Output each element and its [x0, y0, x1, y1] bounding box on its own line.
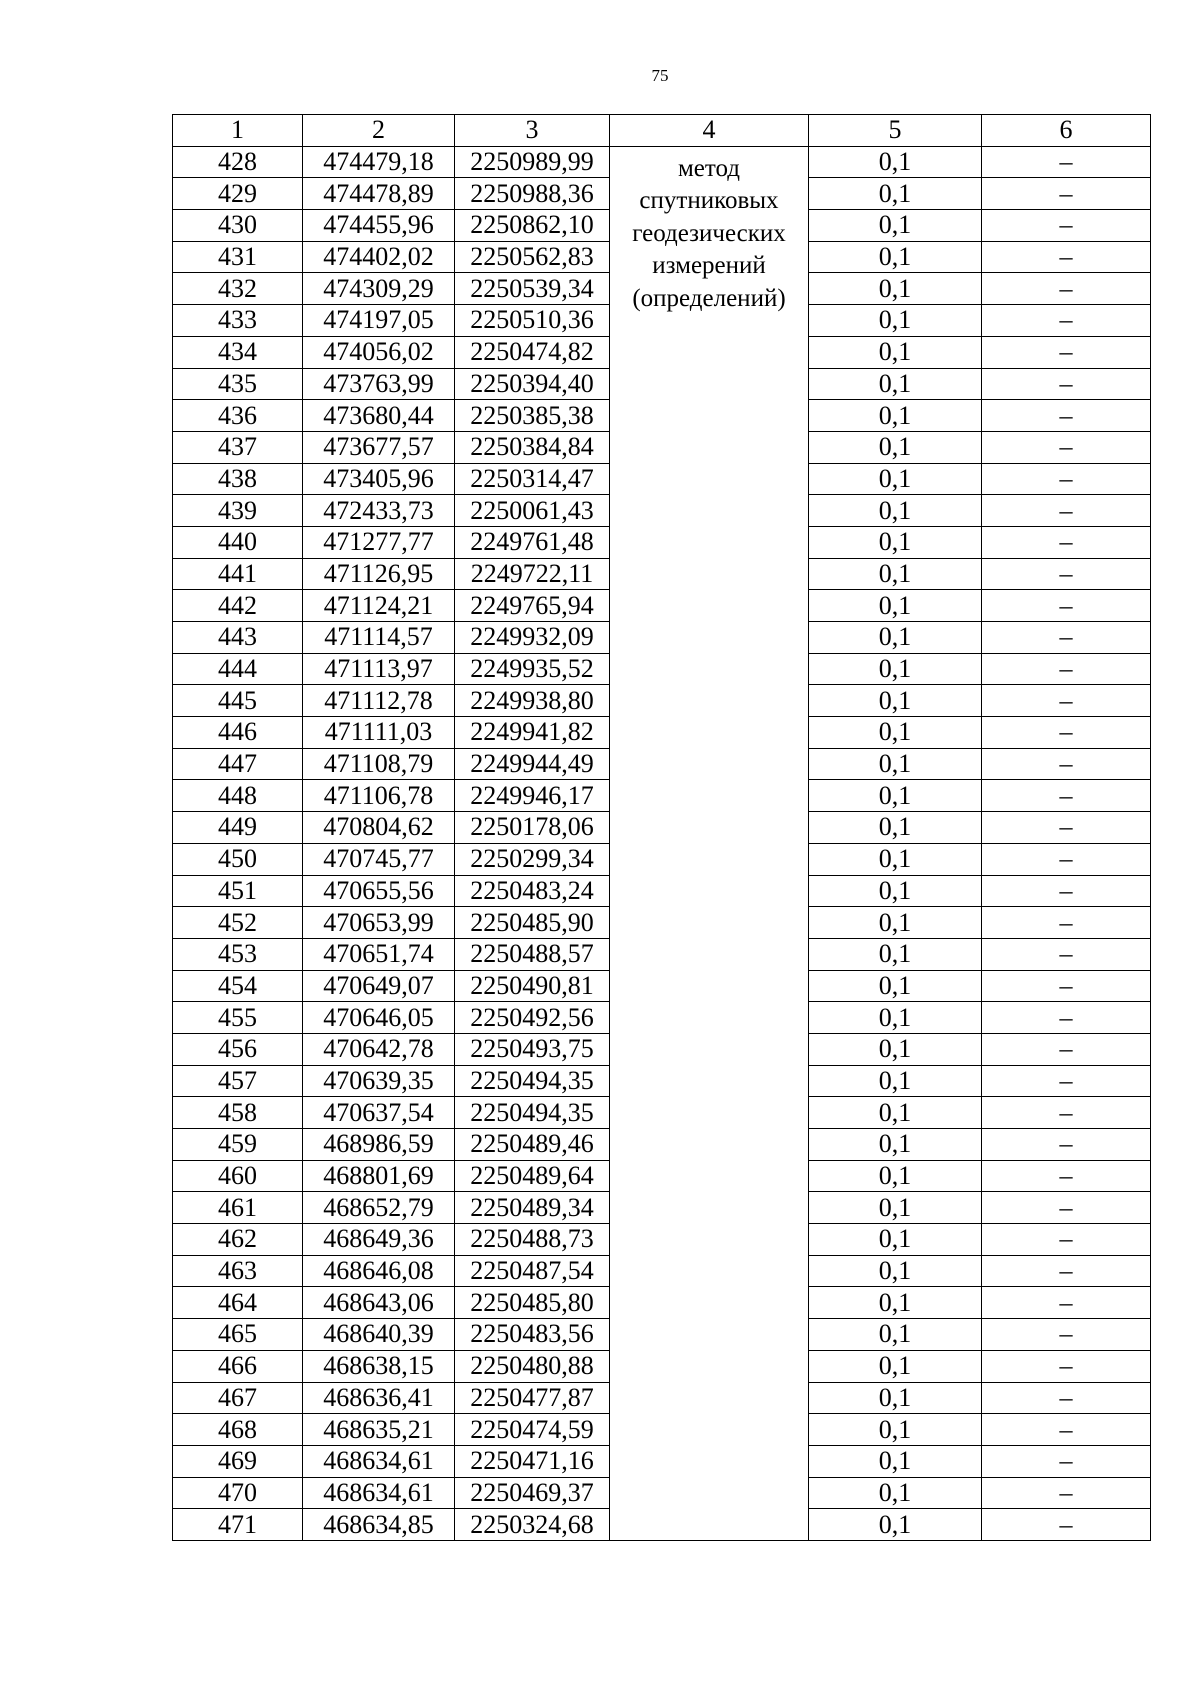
y-coordinate-cell: 2250471,16 [455, 1445, 610, 1477]
x-coordinate-cell: 473680,44 [303, 400, 455, 432]
description-cell: – [982, 1350, 1151, 1382]
y-coordinate-cell: 2250480,88 [455, 1350, 610, 1382]
x-coordinate-cell: 468634,61 [303, 1477, 455, 1509]
x-coordinate-cell: 470651,74 [303, 938, 455, 970]
y-coordinate-cell: 2250489,46 [455, 1129, 610, 1161]
accuracy-cell: 0,1 [809, 1445, 982, 1477]
x-coordinate-cell: 468636,41 [303, 1382, 455, 1414]
description-cell: – [982, 273, 1151, 305]
accuracy-cell: 0,1 [809, 558, 982, 590]
point-number-cell: 438 [173, 463, 303, 495]
description-cell: – [982, 1065, 1151, 1097]
x-coordinate-cell: 468986,59 [303, 1129, 455, 1161]
accuracy-cell: 0,1 [809, 210, 982, 242]
description-cell: – [982, 1414, 1151, 1446]
description-cell: – [982, 305, 1151, 337]
x-coordinate-cell: 474478,89 [303, 178, 455, 210]
description-cell: – [982, 590, 1151, 622]
y-coordinate-cell: 2250299,34 [455, 843, 610, 875]
y-coordinate-cell: 2250488,73 [455, 1224, 610, 1256]
point-number-cell: 462 [173, 1224, 303, 1256]
point-number-cell: 450 [173, 843, 303, 875]
table-header [173, 115, 1151, 147]
x-coordinate-cell: 471277,77 [303, 526, 455, 558]
point-number-cell: 469 [173, 1445, 303, 1477]
description-cell: – [982, 653, 1151, 685]
x-coordinate-cell: 468646,08 [303, 1255, 455, 1287]
point-number-cell: 431 [173, 241, 303, 273]
accuracy-cell: 0,1 [809, 907, 982, 939]
accuracy-cell: 0,1 [809, 1129, 982, 1161]
point-number-cell: 444 [173, 653, 303, 685]
point-number-cell: 439 [173, 495, 303, 527]
description-cell: – [982, 400, 1151, 432]
accuracy-cell: 0,1 [809, 938, 982, 970]
accuracy-cell: 0,1 [809, 717, 982, 749]
description-cell: – [982, 622, 1151, 654]
accuracy-cell: 0,1 [809, 1192, 982, 1224]
point-number-cell: 430 [173, 210, 303, 242]
x-coordinate-cell: 470655,56 [303, 875, 455, 907]
description-cell: – [982, 938, 1151, 970]
point-number-cell: 429 [173, 178, 303, 210]
point-number-cell: 448 [173, 780, 303, 812]
y-coordinate-cell: 2250385,38 [455, 400, 610, 432]
accuracy-cell: 0,1 [809, 1477, 982, 1509]
description-cell: – [982, 368, 1151, 400]
x-coordinate-cell: 470804,62 [303, 812, 455, 844]
y-coordinate-cell: 2250485,80 [455, 1287, 610, 1319]
accuracy-cell: 0,1 [809, 1002, 982, 1034]
accuracy-cell: 0,1 [809, 273, 982, 305]
y-coordinate-cell: 2250562,83 [455, 241, 610, 273]
column-header-6: 6 [982, 115, 1151, 147]
accuracy-cell: 0,1 [809, 146, 982, 178]
y-coordinate-cell: 2250862,10 [455, 210, 610, 242]
description-cell: – [982, 1319, 1151, 1351]
column-header-5: 5 [809, 115, 982, 147]
x-coordinate-cell: 471112,78 [303, 685, 455, 717]
accuracy-cell: 0,1 [809, 1224, 982, 1256]
description-cell: – [982, 1002, 1151, 1034]
x-coordinate-cell: 474309,29 [303, 273, 455, 305]
description-cell: – [982, 1255, 1151, 1287]
y-coordinate-cell: 2250178,06 [455, 812, 610, 844]
description-cell: – [982, 843, 1151, 875]
x-coordinate-cell: 471106,78 [303, 780, 455, 812]
y-coordinate-cell: 2249935,52 [455, 653, 610, 685]
column-header-2: 2 [303, 115, 455, 147]
x-coordinate-cell: 472433,73 [303, 495, 455, 527]
x-coordinate-cell: 471111,03 [303, 717, 455, 749]
y-coordinate-cell: 2250989,99 [455, 146, 610, 178]
accuracy-cell: 0,1 [809, 970, 982, 1002]
method-text-line: метод [677, 154, 740, 182]
description-cell: – [982, 812, 1151, 844]
accuracy-cell: 0,1 [809, 400, 982, 432]
x-coordinate-cell: 473763,99 [303, 368, 455, 400]
x-coordinate-cell: 470745,77 [303, 843, 455, 875]
description-cell: – [982, 463, 1151, 495]
point-number-cell: 457 [173, 1065, 303, 1097]
description-cell: – [982, 1192, 1151, 1224]
accuracy-cell: 0,1 [809, 1160, 982, 1192]
point-number-cell: 443 [173, 622, 303, 654]
table-row [173, 146, 1151, 178]
description-cell: – [982, 241, 1151, 273]
x-coordinate-cell: 471108,79 [303, 748, 455, 780]
point-number-cell: 468 [173, 1414, 303, 1446]
column-header-4: 4 [610, 115, 809, 147]
y-coordinate-cell: 2249761,48 [455, 526, 610, 558]
y-coordinate-cell: 2250489,64 [455, 1160, 610, 1192]
table-body [173, 146, 1151, 1540]
accuracy-cell: 0,1 [809, 812, 982, 844]
point-number-cell: 466 [173, 1350, 303, 1382]
y-coordinate-cell: 2250488,57 [455, 938, 610, 970]
y-coordinate-cell: 2250483,56 [455, 1319, 610, 1351]
x-coordinate-cell: 470653,99 [303, 907, 455, 939]
y-coordinate-cell: 2250469,37 [455, 1477, 610, 1509]
accuracy-cell: 0,1 [809, 178, 982, 210]
description-cell: – [982, 1160, 1151, 1192]
accuracy-cell: 0,1 [809, 1509, 982, 1541]
point-number-cell: 434 [173, 336, 303, 368]
point-number-cell: 453 [173, 938, 303, 970]
description-cell: – [982, 1097, 1151, 1129]
accuracy-cell: 0,1 [809, 1287, 982, 1319]
point-number-cell: 442 [173, 590, 303, 622]
point-number-cell: 441 [173, 558, 303, 590]
column-header-3: 3 [455, 115, 610, 147]
accuracy-cell: 0,1 [809, 1065, 982, 1097]
description-cell: – [982, 146, 1151, 178]
accuracy-cell: 0,1 [809, 1319, 982, 1351]
x-coordinate-cell: 473405,96 [303, 463, 455, 495]
x-coordinate-cell: 468801,69 [303, 1160, 455, 1192]
accuracy-cell: 0,1 [809, 1033, 982, 1065]
x-coordinate-cell: 471124,21 [303, 590, 455, 622]
x-coordinate-cell: 473677,57 [303, 431, 455, 463]
x-coordinate-cell: 474479,18 [303, 146, 455, 178]
page-number: 75 [651, 66, 669, 85]
x-coordinate-cell: 468640,39 [303, 1319, 455, 1351]
accuracy-cell: 0,1 [809, 685, 982, 717]
description-cell: – [982, 1509, 1151, 1541]
y-coordinate-cell: 2250384,84 [455, 431, 610, 463]
description-cell: – [982, 1382, 1151, 1414]
accuracy-cell: 0,1 [809, 305, 982, 337]
y-coordinate-cell: 2249946,17 [455, 780, 610, 812]
point-number-cell: 435 [173, 368, 303, 400]
point-number-cell: 437 [173, 431, 303, 463]
x-coordinate-cell: 474056,02 [303, 336, 455, 368]
y-coordinate-cell: 2250493,75 [455, 1033, 610, 1065]
method-text-line: геодезических [632, 219, 786, 247]
point-number-cell: 440 [173, 526, 303, 558]
point-number-cell: 449 [173, 812, 303, 844]
point-number-cell: 455 [173, 1002, 303, 1034]
y-coordinate-cell: 2250490,81 [455, 970, 610, 1002]
description-cell: – [982, 1287, 1151, 1319]
point-number-cell: 460 [173, 1160, 303, 1192]
point-number-cell: 461 [173, 1192, 303, 1224]
x-coordinate-cell: 470649,07 [303, 970, 455, 1002]
description-cell: – [982, 336, 1151, 368]
coordinates-table [172, 114, 1151, 1541]
x-coordinate-cell: 470646,05 [303, 1002, 455, 1034]
accuracy-cell: 0,1 [809, 1350, 982, 1382]
point-number-cell: 471 [173, 1509, 303, 1541]
accuracy-cell: 0,1 [809, 241, 982, 273]
description-cell: – [982, 431, 1151, 463]
point-number-cell: 432 [173, 273, 303, 305]
accuracy-cell: 0,1 [809, 336, 982, 368]
description-cell: – [982, 1224, 1151, 1256]
description-cell: – [982, 1129, 1151, 1161]
y-coordinate-cell: 2250485,90 [455, 907, 610, 939]
point-number-cell: 456 [173, 1033, 303, 1065]
method-text-line: спутниковых [639, 187, 779, 215]
y-coordinate-cell: 2250489,34 [455, 1192, 610, 1224]
accuracy-cell: 0,1 [809, 526, 982, 558]
description-cell: – [982, 526, 1151, 558]
point-number-cell: 451 [173, 875, 303, 907]
accuracy-cell: 0,1 [809, 1382, 982, 1414]
accuracy-cell: 0,1 [809, 622, 982, 654]
point-number-cell: 470 [173, 1477, 303, 1509]
y-coordinate-cell: 2249944,49 [455, 748, 610, 780]
y-coordinate-cell: 2250314,47 [455, 463, 610, 495]
y-coordinate-cell: 2250494,35 [455, 1065, 610, 1097]
y-coordinate-cell: 2250483,24 [455, 875, 610, 907]
description-cell: – [982, 1445, 1151, 1477]
accuracy-cell: 0,1 [809, 368, 982, 400]
point-number-cell: 445 [173, 685, 303, 717]
description-cell: – [982, 780, 1151, 812]
accuracy-cell: 0,1 [809, 653, 982, 685]
y-coordinate-cell: 2250988,36 [455, 178, 610, 210]
x-coordinate-cell: 468643,06 [303, 1287, 455, 1319]
point-number-cell: 463 [173, 1255, 303, 1287]
x-coordinate-cell: 471113,97 [303, 653, 455, 685]
description-cell: – [982, 970, 1151, 1002]
point-number-cell: 446 [173, 717, 303, 749]
accuracy-cell: 0,1 [809, 1414, 982, 1446]
x-coordinate-cell: 470639,35 [303, 1065, 455, 1097]
y-coordinate-cell: 2249932,09 [455, 622, 610, 654]
y-coordinate-cell: 2250324,68 [455, 1509, 610, 1541]
x-coordinate-cell: 468652,79 [303, 1192, 455, 1224]
y-coordinate-cell: 2249765,94 [455, 590, 610, 622]
description-cell: – [982, 495, 1151, 527]
y-coordinate-cell: 2250474,59 [455, 1414, 610, 1446]
accuracy-cell: 0,1 [809, 590, 982, 622]
method-text-line: измерений [652, 252, 766, 280]
y-coordinate-cell: 2249938,80 [455, 685, 610, 717]
description-cell: – [982, 685, 1151, 717]
y-coordinate-cell: 2250477,87 [455, 1382, 610, 1414]
y-coordinate-cell: 2250494,35 [455, 1097, 610, 1129]
x-coordinate-cell: 471114,57 [303, 622, 455, 654]
method-cell [610, 146, 809, 1540]
accuracy-cell: 0,1 [809, 495, 982, 527]
point-number-cell: 465 [173, 1319, 303, 1351]
column-header-1: 1 [173, 115, 303, 147]
x-coordinate-cell: 468635,21 [303, 1414, 455, 1446]
description-cell: – [982, 1477, 1151, 1509]
y-coordinate-cell: 2250510,36 [455, 305, 610, 337]
point-number-cell: 452 [173, 907, 303, 939]
accuracy-cell: 0,1 [809, 1255, 982, 1287]
header-row [173, 115, 1151, 147]
point-number-cell: 428 [173, 146, 303, 178]
point-number-cell: 436 [173, 400, 303, 432]
point-number-cell: 458 [173, 1097, 303, 1129]
x-coordinate-cell: 474197,05 [303, 305, 455, 337]
accuracy-cell: 0,1 [809, 780, 982, 812]
x-coordinate-cell: 468649,36 [303, 1224, 455, 1256]
y-coordinate-cell: 2250394,40 [455, 368, 610, 400]
description-cell: – [982, 717, 1151, 749]
x-coordinate-cell: 470642,78 [303, 1033, 455, 1065]
point-number-cell: 467 [173, 1382, 303, 1414]
description-cell: – [982, 1033, 1151, 1065]
accuracy-cell: 0,1 [809, 463, 982, 495]
description-cell: – [982, 178, 1151, 210]
x-coordinate-cell: 471126,95 [303, 558, 455, 590]
y-coordinate-cell: 2249722,11 [455, 558, 610, 590]
point-number-cell: 464 [173, 1287, 303, 1319]
y-coordinate-cell: 2249941,82 [455, 717, 610, 749]
point-number-cell: 459 [173, 1129, 303, 1161]
point-number-cell: 433 [173, 305, 303, 337]
description-cell: – [982, 558, 1151, 590]
description-cell: – [982, 907, 1151, 939]
x-coordinate-cell: 474402,02 [303, 241, 455, 273]
description-cell: – [982, 875, 1151, 907]
description-cell: – [982, 210, 1151, 242]
x-coordinate-cell: 468638,15 [303, 1350, 455, 1382]
y-coordinate-cell: 2250492,56 [455, 1002, 610, 1034]
point-number-cell: 454 [173, 970, 303, 1002]
description-cell: – [982, 748, 1151, 780]
accuracy-cell: 0,1 [809, 431, 982, 463]
accuracy-cell: 0,1 [809, 748, 982, 780]
y-coordinate-cell: 2250487,54 [455, 1255, 610, 1287]
x-coordinate-cell: 474455,96 [303, 210, 455, 242]
point-number-cell: 447 [173, 748, 303, 780]
x-coordinate-cell: 468634,61 [303, 1445, 455, 1477]
x-coordinate-cell: 470637,54 [303, 1097, 455, 1129]
accuracy-cell: 0,1 [809, 843, 982, 875]
accuracy-cell: 0,1 [809, 1097, 982, 1129]
y-coordinate-cell: 2250061,43 [455, 495, 610, 527]
accuracy-cell: 0,1 [809, 875, 982, 907]
y-coordinate-cell: 2250474,82 [455, 336, 610, 368]
method-text-line: (определений) [632, 284, 786, 312]
y-coordinate-cell: 2250539,34 [455, 273, 610, 305]
x-coordinate-cell: 468634,85 [303, 1509, 455, 1541]
